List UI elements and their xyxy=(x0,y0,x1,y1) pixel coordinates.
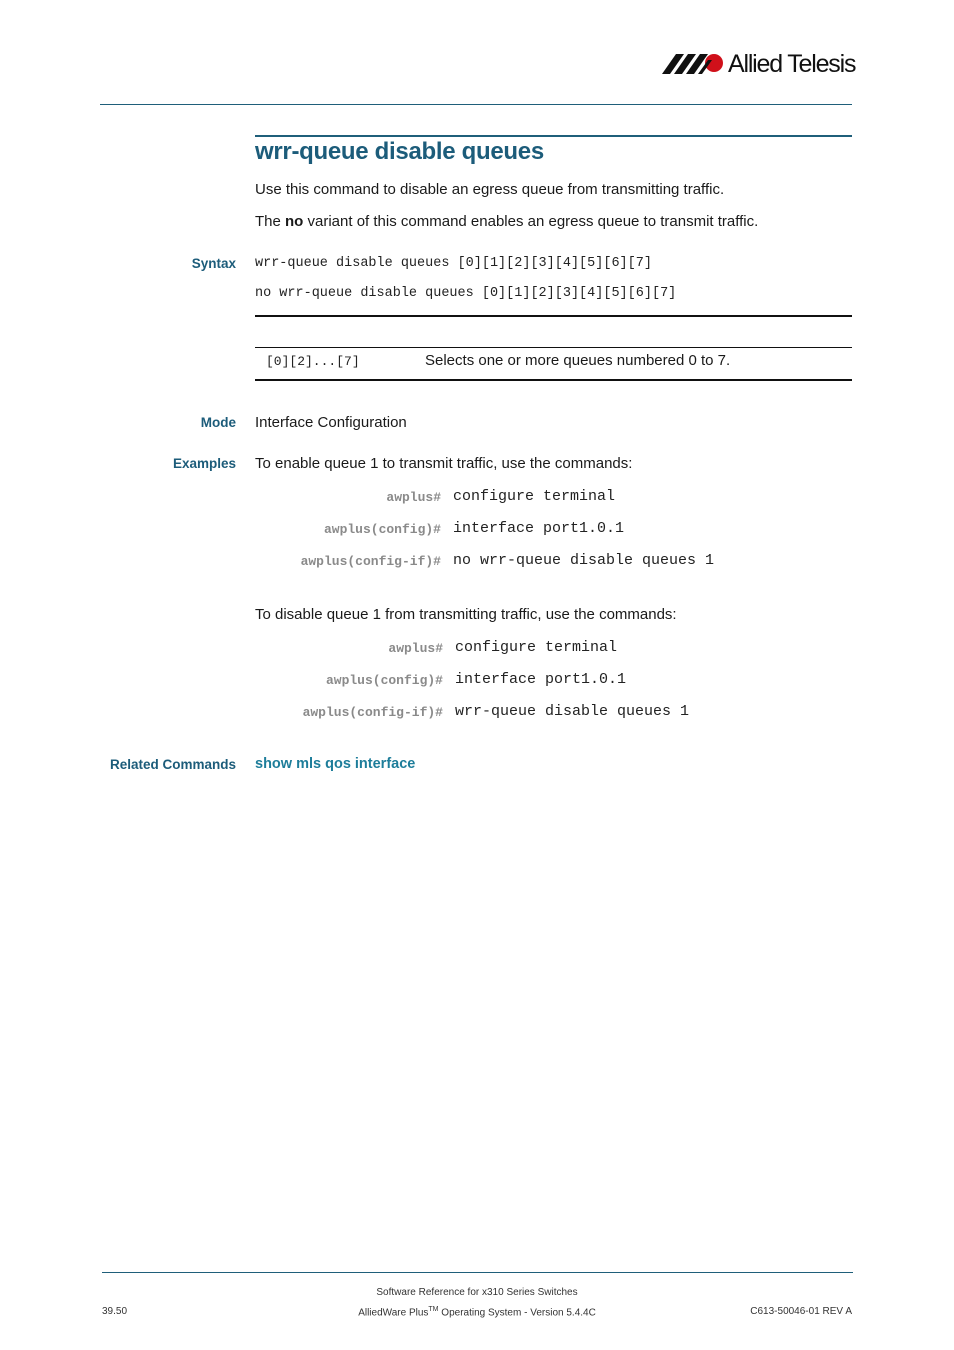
related-commands-label: Related Commands xyxy=(109,757,236,772)
param-table-top-rule xyxy=(255,315,852,317)
no-keyword: no xyxy=(285,213,304,230)
example1-command-3: no wrr-queue disable queues 1 xyxy=(453,552,715,569)
example-intro-1: To enable queue 1 to transmit traffic, use the commands: xyxy=(255,455,633,472)
mode-value: Interface Configuration xyxy=(255,414,407,431)
param-table-header-rule xyxy=(255,347,852,348)
footer-product: AlliedWare Plus xyxy=(358,1307,429,1319)
param-description: Selects one or more queues numbered 0 to 7. xyxy=(425,352,731,369)
logo-wordmark: Allied Telesis xyxy=(728,50,856,78)
param-table-bottom-rule xyxy=(255,379,852,381)
examples-label: Examples xyxy=(172,456,236,471)
header-divider xyxy=(100,104,852,105)
allied-telesis-logo xyxy=(662,48,854,80)
example2-command-2: interface port1.0.1 xyxy=(455,671,627,688)
footer-divider xyxy=(102,1272,853,1273)
footer-title: Software Reference for x310 Series Switches xyxy=(376,1287,578,1298)
page-number: 39.50 xyxy=(102,1306,128,1317)
footer-trademark: TM xyxy=(428,1306,439,1313)
example2-prompt-3: awplus(config-if)# xyxy=(302,705,443,720)
related-command-link[interactable]: show mls qos interface xyxy=(255,756,416,772)
example2-command-3: wrr-queue disable queues 1 xyxy=(455,703,690,720)
title-rule xyxy=(255,135,852,137)
footer-os-version: Operating System - Version 5.4.4C xyxy=(438,1307,596,1319)
example1-prompt-2: awplus(config)# xyxy=(323,522,441,537)
example1-prompt-1: awplus# xyxy=(386,490,441,505)
document-id: C613-50046-01 REV A xyxy=(750,1306,852,1317)
example-intro-2: To disable queue 1 from transmitting traffic, use the commands: xyxy=(255,606,677,623)
allied-telesis-logo-mark-icon xyxy=(662,52,724,76)
no-variant-suffix: variant of this command enables an egress queue to transmit traffic. xyxy=(303,213,759,230)
command-title: wrr-queue disable queues xyxy=(255,138,544,165)
example2-prompt-1: awplus# xyxy=(388,641,443,656)
no-variant-prefix: The xyxy=(255,213,286,230)
no-variant-description xyxy=(255,213,758,230)
example2-command-1: configure terminal xyxy=(455,639,618,656)
example1-command-2: interface port1.0.1 xyxy=(453,520,625,537)
syntax-label: Syntax xyxy=(191,256,236,271)
example1-command-1: configure terminal xyxy=(453,488,616,505)
syntax-line-1: wrr-queue disable queues [0][1][2][3][4][5][6][7] xyxy=(255,256,652,271)
param-name: [0][2]...[7] xyxy=(266,354,360,369)
example2-prompt-2: awplus(config)# xyxy=(325,673,443,688)
mode-label: Mode xyxy=(200,415,236,430)
syntax-line-2: no wrr-queue disable queues [0][1][2][3][4][5][6][7] xyxy=(255,286,677,301)
command-description: Use this command to disable an egress queue from transmitting traffic. xyxy=(255,181,725,198)
example1-prompt-3: awplus(config-if)# xyxy=(300,554,441,569)
